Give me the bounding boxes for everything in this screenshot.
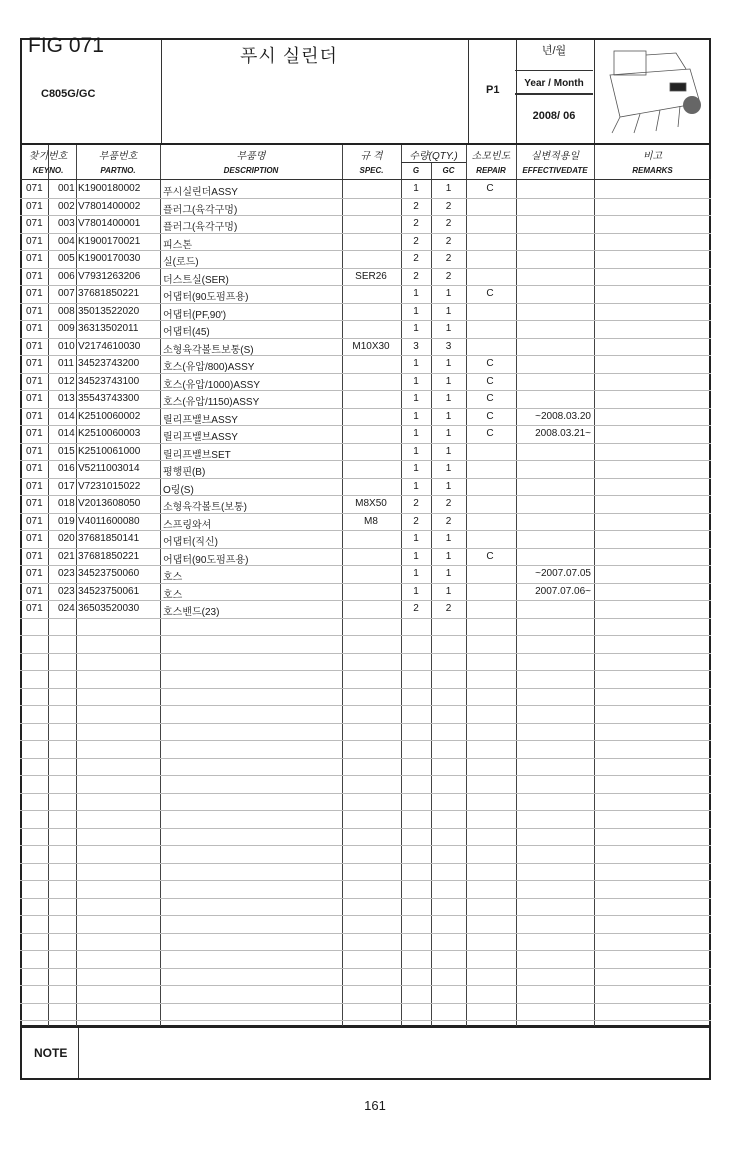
cell-qty-gc: 1 (445, 393, 452, 404)
cell-qty-g: 1 (413, 410, 419, 422)
cell-qty-gc: 1 (445, 428, 452, 439)
cell-key-no: 071 (26, 235, 43, 247)
cell-description: 호스밴드(23) (163, 607, 220, 618)
row-rule (20, 863, 711, 864)
row-rule (20, 1020, 711, 1021)
col-repair-ko: 소모빈도 (471, 151, 511, 162)
cell-key-no: 071 (26, 288, 43, 299)
table-row (20, 495, 711, 513)
cell-part-no: V7801400001 (78, 218, 141, 229)
table-row (20, 338, 711, 356)
cell-description: 어댑터(직신) (163, 537, 218, 548)
cell-part-no: K1900170030 (78, 253, 141, 264)
cell-key-no: 071 (26, 498, 43, 509)
cell-qty-g: 1 (413, 585, 419, 597)
cell-qty-g: 1 (413, 288, 419, 299)
table-row (20, 408, 711, 426)
cell-key-no: 071 (26, 603, 43, 614)
cell-description: 릴리프밸브SET (163, 449, 231, 461)
cell-item-no: 006 (58, 270, 75, 282)
cell-qty-g: 1 (413, 550, 419, 562)
row-rule (20, 740, 711, 741)
cell-description: 릴리프밸브ASSY (163, 432, 238, 443)
cell-description: 호스(유압/1150)ASSY (163, 397, 260, 408)
table-row (20, 215, 711, 233)
cell-item-no: 003 (58, 218, 75, 229)
row-rule (20, 845, 711, 846)
cell-qty-g: 1 (413, 428, 419, 439)
cell-qty-g: 1 (413, 305, 419, 317)
tank-shape (646, 53, 686, 69)
row-rule (20, 653, 711, 654)
cell-description: 어댑터(90도펌프용) (163, 554, 249, 566)
col-effective-ko: 실변적용일 (530, 151, 580, 162)
col-spec-ko: 규 격 (360, 151, 383, 162)
row-rule (20, 810, 711, 811)
cell-description: 더스트실(SER) (163, 274, 229, 286)
cell-qty-gc: 2 (445, 515, 452, 527)
cell-repair-freq: C (486, 393, 494, 404)
cell-description: 어댑터(45) (163, 327, 210, 338)
cell-part-no: 35013522020 (78, 305, 140, 317)
cell-key-no: 071 (26, 533, 43, 544)
cell-qty-g: 2 (413, 498, 419, 509)
table-row (20, 513, 711, 531)
cell-part-no: 34523750061 (78, 585, 140, 597)
cell-part-no: K2510061000 (78, 445, 141, 457)
cell-key-no: 071 (26, 463, 43, 474)
page-code: P1 (486, 84, 500, 96)
cell-qty-gc: 1 (445, 375, 452, 387)
cell-qty-g: 1 (413, 533, 419, 544)
cell-description: 소형육각볼트(보통) (163, 502, 247, 513)
cell-spec: SER26 (355, 270, 387, 282)
cell-part-no: V7231015022 (78, 480, 141, 492)
cell-qty-g: 2 (413, 603, 419, 614)
note-box (20, 1026, 711, 1080)
header-tines (612, 106, 680, 133)
cell-qty-gc: 1 (445, 480, 452, 492)
table-row (20, 180, 711, 198)
cell-part-no: 37681850221 (78, 550, 140, 562)
wheel-shape (683, 96, 701, 114)
cell-key-no: 071 (26, 200, 43, 212)
cell-qty-gc: 2 (445, 253, 452, 264)
cell-qty-gc: 2 (445, 218, 452, 229)
cell-repair-freq: C (486, 288, 494, 299)
cell-key-no: 071 (26, 253, 43, 264)
cell-qty-g: 2 (413, 253, 419, 264)
cell-item-no: 004 (58, 235, 75, 247)
row-rule (20, 828, 711, 829)
cell-qty-g: 1 (413, 480, 419, 492)
cell-effective-date: 2008.03.21~ (535, 428, 591, 439)
row-rule (20, 688, 711, 689)
cell-qty-gc: 1 (445, 410, 452, 422)
year-month-divider (515, 70, 593, 71)
cell-key-no: 071 (26, 218, 43, 229)
cell-part-no: 36313502011 (78, 323, 139, 334)
row-rule (20, 915, 711, 916)
row-rule (20, 968, 711, 969)
cell-qty-g: 1 (413, 445, 419, 457)
table-row (20, 198, 711, 216)
table-row (20, 460, 711, 478)
cell-effective-date: ~2007.07.05 (535, 568, 591, 579)
row-rule (20, 618, 711, 619)
table-row (20, 565, 711, 583)
row-rule (20, 670, 711, 671)
row-rule (20, 950, 711, 951)
cell-item-no: 001 (58, 183, 75, 194)
cell-key-no: 071 (26, 375, 43, 387)
table-row (20, 425, 711, 443)
cell-description: 푸시실린더ASSY (163, 187, 238, 198)
cell-qty-gc: 3 (445, 340, 452, 352)
cell-qty-gc: 1 (445, 358, 452, 369)
table-row (20, 548, 711, 566)
table-row (20, 600, 711, 618)
col-desc-en: DESCRIPTION (223, 166, 279, 175)
cell-part-no: 37681850141 (78, 533, 140, 544)
cell-key-no: 071 (26, 585, 43, 597)
cell-description: 스프링와셔 (163, 519, 212, 531)
cell-description: 소형육각볼트보통(S) (163, 344, 254, 356)
table-row (20, 583, 711, 601)
cell-key-no: 071 (26, 550, 43, 562)
cell-item-no: 016 (58, 463, 75, 474)
cabin-shape (614, 51, 646, 75)
row-rule (20, 705, 711, 706)
table-row (20, 373, 711, 391)
table-row (20, 320, 711, 338)
cell-description: O링(S) (163, 484, 194, 496)
table-row (20, 478, 711, 496)
model-code: C805G/GC (41, 88, 96, 100)
cell-qty-g: 1 (413, 183, 419, 194)
cell-part-no: 35543743300 (78, 393, 140, 404)
cell-item-no: 023 (58, 568, 75, 579)
cell-qty-g: 1 (413, 323, 419, 334)
cell-item-no: 011 (58, 358, 74, 369)
cell-qty-g: 3 (413, 340, 419, 352)
year-month-label-ko: 년/월 (541, 45, 567, 57)
cell-item-no: 024 (58, 603, 75, 614)
year-month-label-en: Year / Month (524, 78, 584, 89)
cell-qty-gc: 1 (445, 463, 452, 474)
cell-key-no: 071 (26, 428, 43, 439)
cell-description: 호스(유압/1000)ASSY (163, 379, 261, 391)
row-rule (20, 933, 711, 934)
table-row (20, 303, 711, 321)
col-repair-en: REPAIR (476, 166, 506, 175)
cell-description: 릴리프밸브ASSY (163, 414, 238, 426)
row-rule (20, 985, 711, 986)
row-rule (20, 775, 711, 776)
cell-qty-gc: 1 (445, 323, 452, 334)
page-number: 161 (364, 1098, 386, 1113)
cell-key-no: 071 (26, 323, 43, 334)
cell-spec: M10X30 (352, 340, 390, 352)
cell-description: 호스 (163, 572, 183, 583)
cell-qty-g: 1 (413, 393, 419, 404)
cell-item-no: 008 (58, 305, 75, 317)
year-month-value: 2008/ 06 (532, 110, 576, 122)
cell-item-no: 014 (58, 428, 75, 439)
cell-qty-g: 2 (413, 270, 419, 282)
cell-part-no: K1900180002 (78, 183, 141, 194)
cell-qty-g: 2 (413, 200, 419, 212)
cell-part-no: K2510060002 (78, 410, 141, 422)
col-partno-ko: 부품번호 (98, 151, 138, 162)
cell-part-no: 34523743100 (78, 375, 140, 387)
cell-part-no: 34523743200 (78, 358, 140, 369)
row-rule (20, 793, 711, 794)
cell-key-no: 071 (26, 393, 43, 404)
col-partno-en: PARTNO. (100, 166, 136, 175)
cell-qty-gc: 1 (445, 288, 452, 299)
cell-item-no: 017 (58, 480, 75, 492)
fig-code: FIG 071 (28, 34, 104, 57)
cell-key-no: 071 (26, 270, 43, 282)
cell-qty-g: 1 (413, 358, 419, 369)
cell-qty-gc: 2 (445, 200, 452, 212)
cell-description: 플러그(육각구멍) (163, 222, 238, 233)
cell-part-no: K2510060003 (78, 428, 141, 439)
cell-qty-gc: 2 (445, 603, 452, 614)
cell-qty-g: 1 (413, 568, 419, 579)
year-month-divider (515, 93, 593, 95)
note-label: NOTE (34, 1046, 68, 1060)
cell-description: 평행핀(B) (163, 467, 206, 478)
table-row (20, 530, 711, 548)
cell-item-no: 007 (58, 288, 75, 299)
cell-key-no: 071 (26, 183, 43, 194)
cell-repair-freq: C (486, 358, 494, 369)
col-remarks-en: REMARKS (632, 166, 673, 175)
cell-description: 플러그(육각구멍) (163, 204, 238, 216)
cell-key-no: 071 (26, 340, 43, 352)
cell-item-no: 010 (58, 340, 75, 352)
cell-repair-freq: C (486, 410, 494, 422)
combine-harvester-illustration (600, 43, 708, 139)
cell-repair-freq: C (486, 183, 494, 194)
cell-item-no: 023 (58, 585, 75, 597)
cell-item-no: 015 (58, 445, 75, 457)
row-rule (20, 635, 711, 636)
cell-part-no: 36503520030 (78, 603, 140, 614)
cell-qty-g: 2 (413, 515, 419, 527)
table-row (20, 443, 711, 461)
row-rule (20, 880, 711, 881)
row-rule (20, 1003, 711, 1004)
cell-qty-gc: 2 (445, 270, 452, 282)
cell-key-no: 071 (26, 568, 43, 579)
cell-qty-gc: 1 (445, 183, 452, 194)
cell-key-no: 071 (26, 410, 43, 422)
cell-item-no: 009 (58, 323, 75, 334)
page-title: 푸시 실린더 (240, 46, 338, 66)
cell-key-no: 071 (26, 515, 43, 527)
cell-qty-gc: 1 (445, 305, 452, 317)
table-row (20, 233, 711, 251)
cell-effective-date: 2007.07.06~ (535, 585, 591, 597)
cell-key-no: 071 (26, 445, 43, 457)
badge-shape (670, 83, 686, 91)
cell-item-no: 020 (58, 533, 75, 544)
col-effective-en: EFFECTIVEDATE (522, 166, 588, 175)
cell-qty-g: 1 (413, 463, 419, 474)
row-rule (20, 723, 711, 724)
cell-part-no: V2174610030 (78, 340, 141, 352)
cell-part-no: K1900170021 (78, 235, 141, 247)
cell-item-no: 014 (58, 410, 75, 422)
cell-part-no: V7931263206 (78, 270, 141, 282)
col-qty-gc: GC (442, 166, 455, 175)
table-row (20, 390, 711, 408)
cell-item-no: 019 (58, 515, 75, 527)
row-rule (20, 758, 711, 759)
cell-qty-gc: 1 (445, 568, 452, 579)
cell-repair-freq: C (486, 428, 494, 439)
cell-key-no: 071 (26, 305, 43, 317)
cell-part-no: V7801400002 (78, 200, 141, 212)
qty-subheader-rule (401, 162, 466, 163)
row-rule (20, 898, 711, 899)
cell-description: 어댑터(PF,90') (163, 309, 227, 321)
cell-description: 피스톤 (163, 239, 192, 251)
cell-item-no: 002 (58, 200, 75, 212)
col-spec-en: SPEC. (359, 166, 384, 175)
col-qty-ko: 수량(QTY.) (409, 151, 458, 162)
cell-repair-freq: C (486, 375, 494, 387)
table-row (20, 355, 711, 373)
cell-qty-g: 1 (413, 375, 419, 387)
cell-qty-gc: 1 (445, 445, 452, 457)
cell-spec: M8 (364, 515, 378, 527)
cell-item-no: 018 (58, 498, 75, 509)
col-remarks-ko: 비고 (642, 151, 663, 162)
cell-item-no: 005 (58, 253, 75, 264)
col-keyno-en: KEYNO. (32, 166, 64, 175)
cell-qty-gc: 2 (445, 498, 452, 509)
col-keyno-ko: 찾기번호 (28, 151, 68, 162)
table-row (20, 250, 711, 268)
table-row (20, 285, 711, 303)
cell-description: 실(로드) (163, 257, 199, 268)
cell-spec: M8X50 (355, 498, 387, 509)
cell-description: 어댑터(90도펌프용) (163, 292, 249, 303)
cell-part-no: 37681850221 (78, 288, 140, 299)
cell-item-no: 012 (58, 375, 75, 387)
cell-qty-gc: 1 (445, 585, 452, 597)
cell-part-no: 34523750060 (78, 568, 140, 579)
cell-qty-g: 2 (413, 218, 419, 229)
col-desc-ko: 부품명 (236, 151, 266, 162)
cell-key-no: 071 (26, 480, 43, 492)
cell-qty-gc: 2 (445, 235, 452, 247)
cell-qty-gc: 1 (445, 533, 452, 544)
cell-qty-gc: 1 (445, 550, 452, 562)
table-row (20, 268, 711, 286)
note-divider (78, 1028, 79, 1078)
cell-qty-g: 2 (413, 235, 419, 247)
cell-part-no: V5211003014 (78, 463, 140, 474)
cell-repair-freq: C (486, 550, 494, 562)
cell-item-no: 021 (58, 550, 75, 562)
col-qty-g: G (412, 166, 420, 175)
cell-effective-date: ~2008.03.20 (535, 410, 591, 422)
cell-description: 호스(유압/800)ASSY (163, 362, 255, 373)
cell-part-no: V2013608050 (78, 498, 141, 509)
cell-description: 호스 (163, 589, 183, 601)
cell-key-no: 071 (26, 358, 43, 369)
cell-part-no: V4011600080 (78, 515, 140, 527)
cell-item-no: 013 (58, 393, 75, 404)
